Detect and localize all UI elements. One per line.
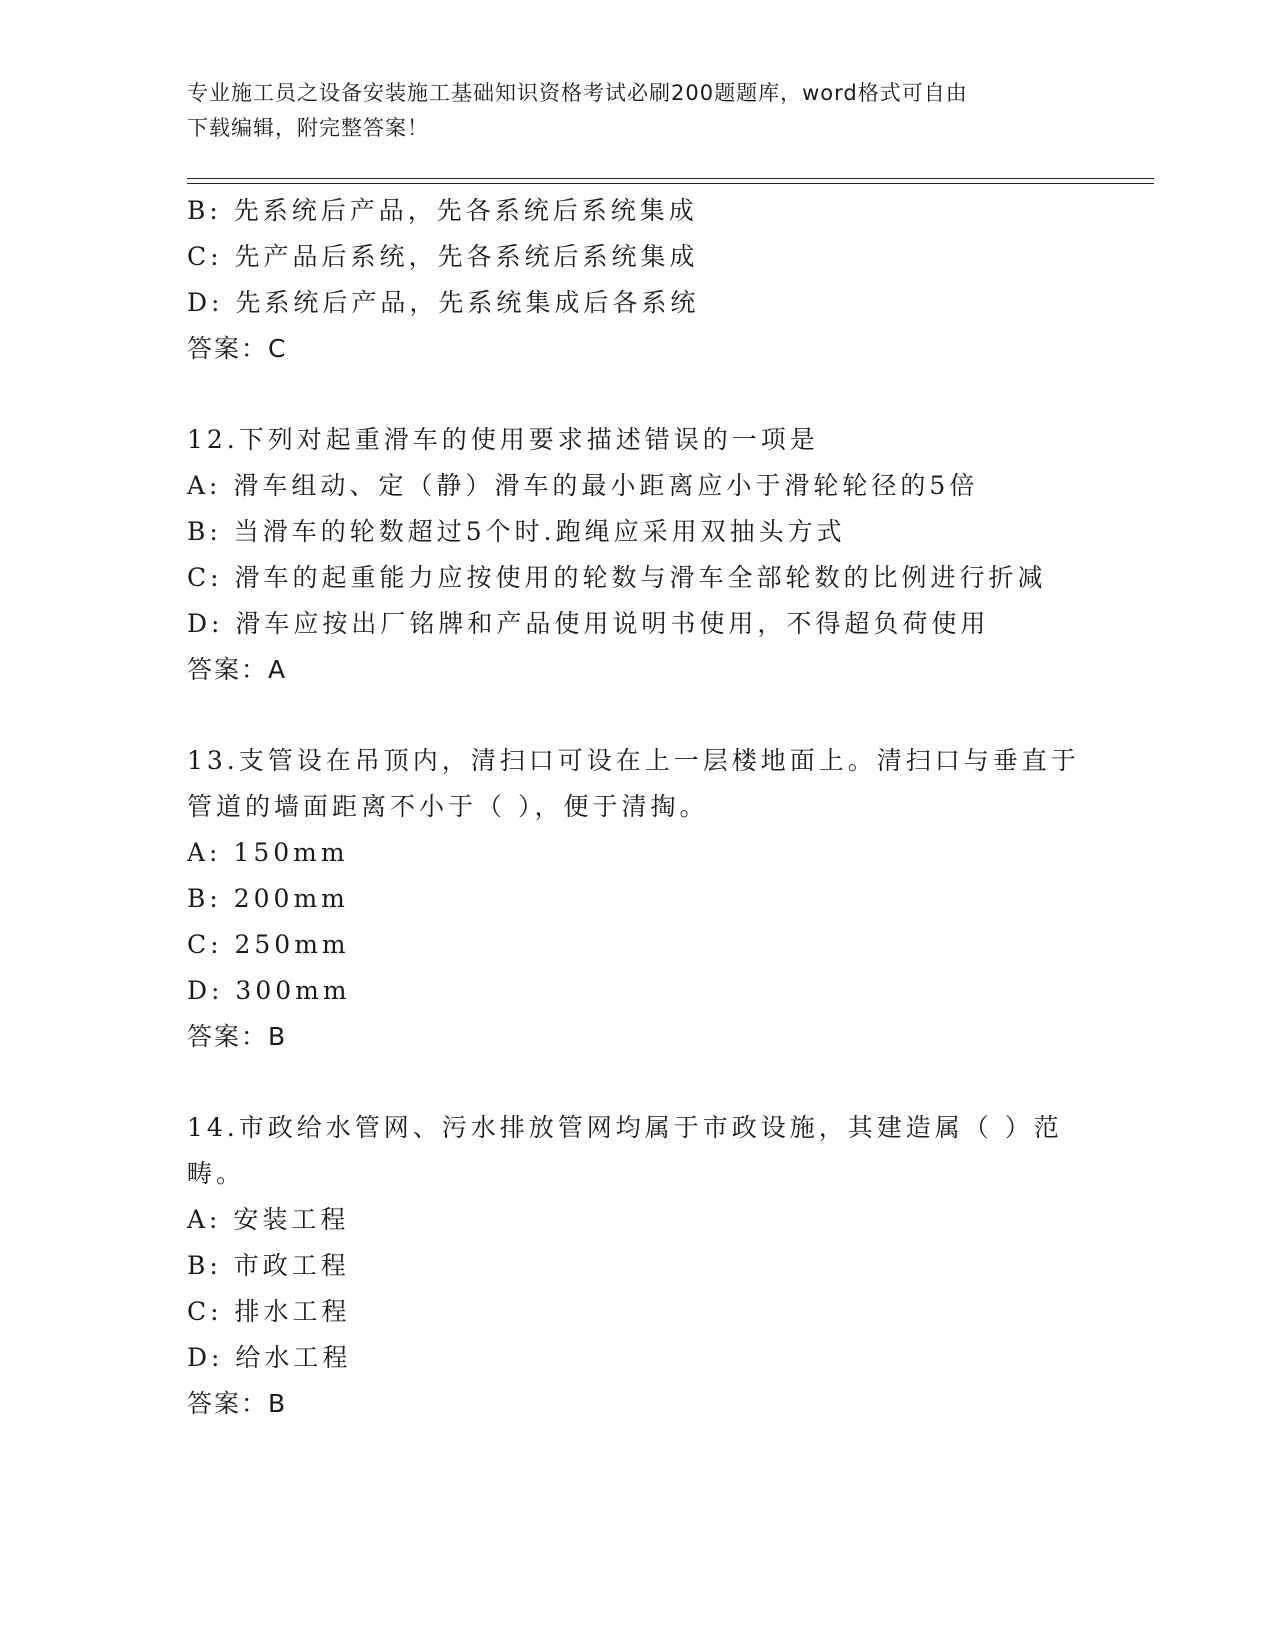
option-a: A: 滑车组动、定（静）滑车的最小距离应小于滑轮轮径的5倍 xyxy=(187,471,979,500)
header-line-1: 专业施工员之设备安装施工基础知识资格考试必刷200题题库，word格式可自由 xyxy=(187,81,968,105)
question-stem-line-2: 畴。 xyxy=(187,1159,246,1188)
option-d: D: 先系统后产品，先系统集成后各系统 xyxy=(187,288,700,317)
header-rule-bottom xyxy=(187,183,1154,184)
question-12 xyxy=(187,417,1087,693)
header-line-2: 下载编辑，附完整答案！ xyxy=(187,116,429,140)
question-content xyxy=(187,188,1087,1427)
option-d: D: 滑车应按出厂铭牌和产品使用说明书使用，不得超负荷使用 xyxy=(187,609,990,638)
question-11-tail xyxy=(187,188,1087,372)
answer-label: 答案：B xyxy=(187,1389,288,1418)
question-13 xyxy=(187,738,1087,1060)
option-b: B: 200mm xyxy=(187,884,349,913)
question-14 xyxy=(187,1105,1087,1427)
header-rule-top xyxy=(187,178,1154,179)
option-c: C: 250mm xyxy=(187,930,350,959)
option-a: A: 150mm xyxy=(187,838,349,867)
option-d: D: 300mm xyxy=(187,976,351,1005)
option-c: C: 排水工程 xyxy=(187,1297,351,1326)
option-c: C: 滑车的起重能力应按使用的轮数与滑车全部轮数的比例进行折减 xyxy=(187,563,1047,592)
option-c: C: 先产品后系统，先各系统后系统集成 xyxy=(187,242,699,271)
option-b: B: 先系统后产品，先各系统后系统集成 xyxy=(187,196,698,225)
answer-label: 答案：B xyxy=(187,1022,288,1051)
question-stem-line-1: 13.支管设在吊顶内，清扫口可设在上一层楼地面上。清扫口与垂直于 xyxy=(187,746,1080,775)
answer-label: 答案：C xyxy=(187,334,288,363)
option-a: A: 安装工程 xyxy=(187,1205,350,1234)
document-header xyxy=(187,76,1067,146)
option-b: B: 市政工程 xyxy=(187,1251,350,1280)
question-stem-line-2: 管道的墙面距离不小于（ ），便于清掏。 xyxy=(187,792,709,821)
spacer xyxy=(187,1060,1087,1105)
option-b: B: 当滑车的轮数超过5个时.跑绳应采用双抽头方式 xyxy=(187,517,846,546)
spacer xyxy=(187,372,1087,417)
answer-label: 答案：A xyxy=(187,655,288,684)
spacer xyxy=(187,693,1087,738)
question-stem: 12.下列对起重滑车的使用要求描述错误的一项是 xyxy=(187,425,819,454)
question-stem-line-1: 14.市政给水管网、污水排放管网均属于市政设施，其建造属（ ）范 xyxy=(187,1113,1063,1142)
option-d: D: 给水工程 xyxy=(187,1343,352,1372)
